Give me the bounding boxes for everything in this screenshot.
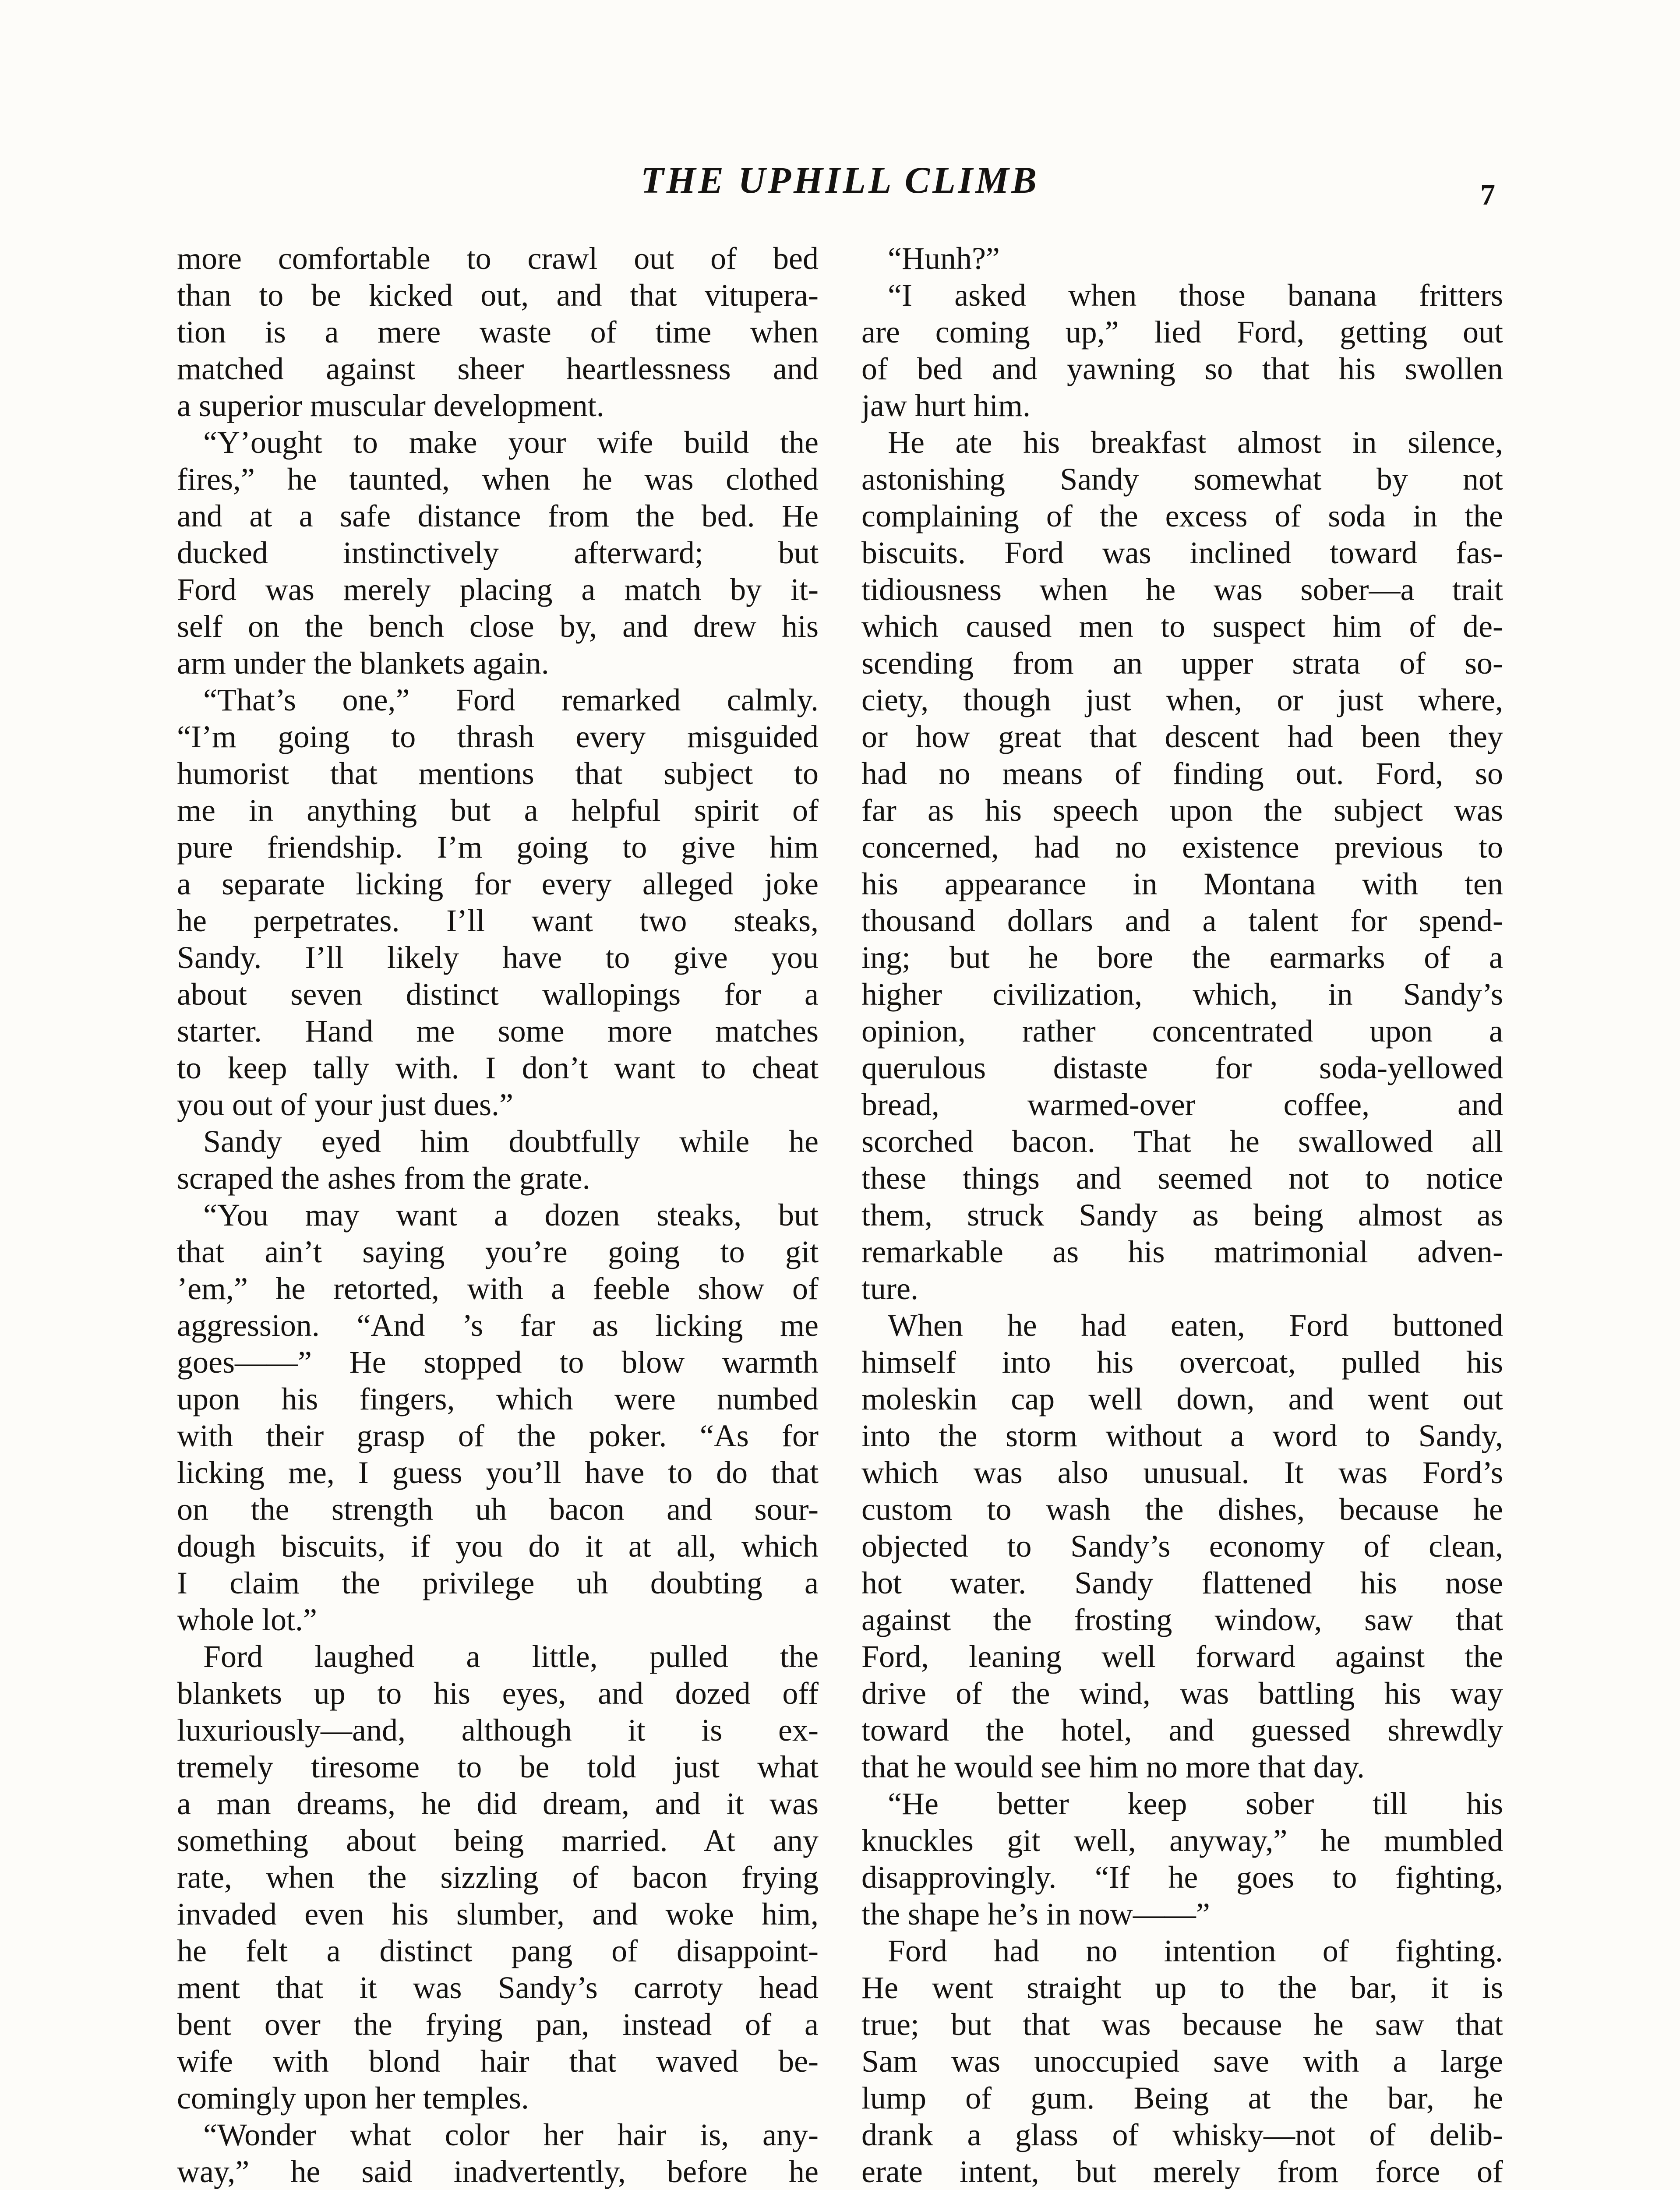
text-line: upon his fingers, which were numbed (177, 1381, 819, 1416)
text-line: about seven distinct wallopings for a (177, 977, 819, 1012)
text-line: the shape he’s in now——” (861, 1897, 1210, 1932)
text-line: biscuits. Ford was inclined toward fas- (861, 535, 1503, 570)
text-line: Ford, leaning well forward against the (861, 1639, 1503, 1674)
text-line: thousand dollars and a talent for spend- (861, 903, 1503, 938)
text-line: something about being married. At any (177, 1823, 819, 1858)
text-line: or how great that descent had been they (861, 719, 1503, 754)
text-line: knuckles git well, anyway,” he mumbled (861, 1823, 1503, 1858)
text-line: lump of gum. Being at the bar, he (861, 2080, 1503, 2116)
text-line: Ford had no intention of fighting. (888, 1933, 1503, 1968)
text-line: “You may want a dozen steaks, but (203, 1197, 819, 1233)
text-line: you out of your just dues.” (177, 1087, 513, 1122)
text-line: Ford was merely placing a match by it- (177, 572, 819, 607)
text-line: Sandy eyed him doubtfully while he (203, 1124, 819, 1159)
text-line: ture. (861, 1271, 918, 1306)
text-line: his appearance in Montana with ten (861, 866, 1503, 901)
text-line: starter. Hand me some more matches (177, 1014, 819, 1049)
text-line: higher civilization, which, in Sandy’s (861, 977, 1503, 1012)
text-line: toward the hotel, and guessed shrewdly (861, 1713, 1503, 1748)
text-line: He ate his breakfast almost in silence, (888, 425, 1503, 460)
text-line: disapprovingly. “If he goes to fighting, (861, 1860, 1503, 1895)
text-line: erate intent, but merely from force of (861, 2154, 1503, 2189)
text-line: tremely tiresome to be told just what (177, 1749, 819, 1784)
text-line: “He better keep sober till his (888, 1786, 1503, 1821)
text-line: astonishing Sandy somewhat by not (861, 462, 1503, 497)
text-line: ment that it was Sandy’s carroty head (177, 1970, 819, 2005)
text-line: way,” he said inadvertently, before he (177, 2154, 819, 2189)
text-line: scending from an upper strata of so- (861, 646, 1503, 681)
text-line: had no means of finding out. Ford, so (861, 756, 1503, 791)
text-line: remarkable as his matrimonial adven- (861, 1234, 1503, 1269)
text-line: luxuriously—and, although it is ex- (177, 1713, 819, 1748)
text-line: “Wonder what color her hair is, any- (203, 2117, 819, 2152)
text-line: “Hunh?” (888, 241, 1000, 276)
text-line: jaw hurt him. (861, 388, 1031, 423)
text-line: humorist that mentions that subject to (177, 756, 819, 791)
text-line: drank a glass of whisky—not of delib- (861, 2117, 1503, 2152)
text-line: “I asked when those banana fritters (888, 278, 1503, 313)
text-line: he felt a distinct pang of disappoint- (177, 1933, 819, 1968)
text-line: on the strength uh bacon and sour- (177, 1492, 819, 1527)
text-line: “Y’ought to make your wife build the (203, 425, 819, 460)
text-line: into the storm without a word to Sandy, (861, 1418, 1503, 1453)
text-line: arm under the blankets again. (177, 646, 549, 681)
text-line: fires,” he taunted, when he was clothed (177, 462, 819, 497)
text-line: whole lot.” (177, 1602, 317, 1637)
text-line: true; but that was because he saw that (861, 2007, 1503, 2042)
text-line: moleskin cap well down, and went out (861, 1381, 1503, 1416)
text-line: matched against sheer heartlessness and (177, 351, 819, 386)
running-header-title: THE UPHILL CLIMB (641, 159, 1039, 201)
text-line: tion is a mere waste of time when (177, 314, 819, 350)
text-line: opinion, rather concentrated upon a (861, 1014, 1503, 1049)
text-line: Ford laughed a little, pulled the (203, 1639, 819, 1674)
text-line: drive of the wind, was battling his way (861, 1676, 1503, 1711)
text-line: complaining of the excess of soda in the (861, 498, 1503, 533)
text-line: against the frosting window, saw that (861, 1602, 1503, 1637)
text-line: He went straight up to the bar, it is (861, 1970, 1503, 2005)
text-line: and at a safe distance from the bed. He (177, 498, 819, 533)
text-line: ing; but he bore the earmarks of a (861, 940, 1503, 975)
text-line: self on the bench close by, and drew his (177, 609, 819, 644)
text-line: ducked instinctively afterward; but (177, 535, 819, 570)
text-line: far as his speech upon the subject was (861, 793, 1503, 828)
right-column (861, 240, 1503, 2190)
text-line: he perpetrates. I’ll want two steaks, (177, 903, 819, 938)
text-line: rate, when the sizzling of bacon frying (177, 1860, 819, 1895)
text-line: bent over the frying pan, instead of a (177, 2007, 819, 2042)
text-line: ’em,” he retorted, with a feeble show of (177, 1271, 819, 1306)
text-line: dough biscuits, if you do it at all, which (177, 1529, 819, 1564)
text-line: goes——” He stopped to blow warmth (177, 1345, 819, 1380)
text-line: which caused men to suspect him of de- (861, 609, 1503, 644)
text-line: scraped the ashes from the grate. (177, 1161, 590, 1196)
text-line: querulous distaste for soda-yellowed (861, 1050, 1503, 1085)
text-line: a separate licking for every alleged joke (177, 866, 819, 901)
text-line: pure friendship. I’m going to give him (177, 830, 819, 865)
text-line: himself into his overcoat, pulled his (861, 1345, 1503, 1380)
text-line: licking me, I guess you’ll have to do that (177, 1455, 819, 1490)
text-line: ciety, though just when, or just where, (861, 682, 1503, 717)
text-line: “I’m going to thrash every misguided (177, 719, 819, 754)
text-line: I claim the privilege uh doubting a (177, 1565, 819, 1600)
text-line: comingly upon her temples. (177, 2080, 529, 2116)
text-line: invaded even his slumber, and woke him, (177, 1897, 819, 1932)
page-number: 7 (1480, 178, 1495, 211)
text-line: that he would see him no more that day. (861, 1749, 1365, 1784)
text-line: me in anything but a helpful spirit of (177, 793, 819, 828)
text-line: Sandy. I’ll likely have to give you (177, 940, 819, 975)
text-line: concerned, had no existence previous to (861, 830, 1503, 865)
text-line: objected to Sandy’s economy of clean, (861, 1529, 1503, 1564)
text-line: “That’s one,” Ford remarked calmly. (203, 682, 819, 717)
text-line: wife with blond hair that waved be- (177, 2044, 819, 2079)
text-line: more comfortable to crawl out of bed (177, 241, 819, 276)
text-line: a man dreams, he did dream, and it was (177, 1786, 819, 1821)
text-line: that ain’t saying you’re going to git (177, 1234, 819, 1269)
text-line: are coming up,” lied Ford, getting out (861, 314, 1503, 350)
text-line: aggression. “And ’s far as licking me (177, 1308, 819, 1343)
text-line: scorched bacon. That he swallowed all (861, 1124, 1503, 1159)
text-line: them, struck Sandy as being almost as (861, 1197, 1503, 1233)
left-column (177, 240, 819, 2190)
text-line: bread, warmed-over coffee, and (861, 1087, 1503, 1122)
text-line: these things and seemed not to notice (861, 1161, 1503, 1196)
text-line: than to be kicked out, and that vitupera- (177, 278, 819, 313)
text-line: of bed and yawning so that his swollen (861, 351, 1503, 386)
text-line: tidiousness when he was sober—a trait (861, 572, 1503, 607)
text-line: which was also unusual. It was Ford’s (861, 1455, 1503, 1490)
text-line: with their grasp of the poker. “As for (177, 1418, 819, 1453)
text-line: Sam was unoccupied save with a large (861, 2044, 1503, 2079)
text-line: a superior muscular development. (177, 388, 604, 423)
text-line: hot water. Sandy flattened his nose (861, 1565, 1503, 1600)
text-line: blankets up to his eyes, and dozed off (177, 1676, 819, 1711)
text-line: custom to wash the dishes, because he (861, 1492, 1503, 1527)
text-line: to keep tally with. I don’t want to cheat (177, 1050, 819, 1085)
text-line: When he had eaten, Ford buttoned (888, 1308, 1503, 1343)
